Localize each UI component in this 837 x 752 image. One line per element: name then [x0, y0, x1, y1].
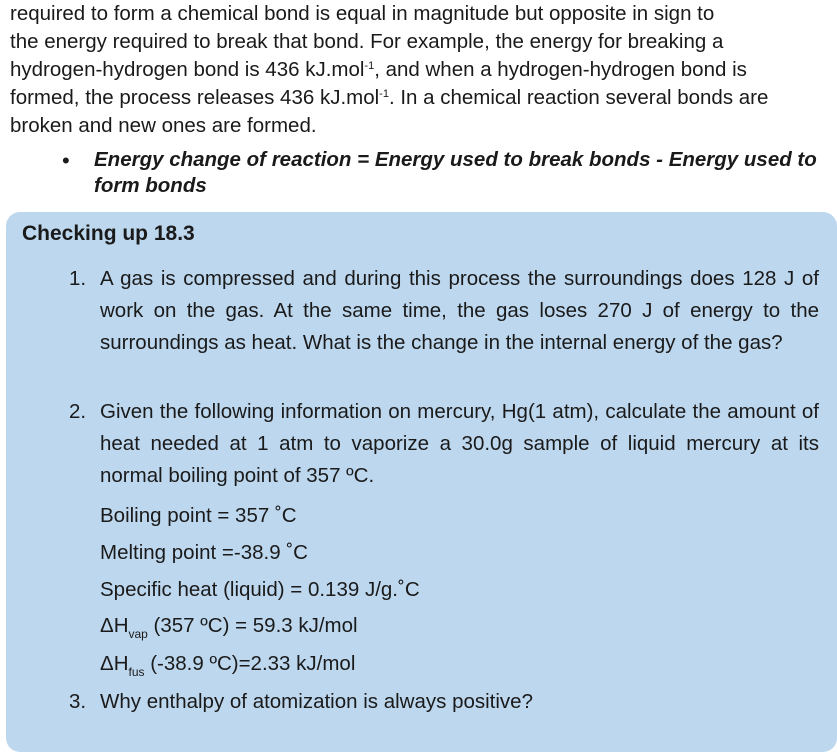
- superscript: -1: [379, 88, 389, 100]
- subscript: vap: [128, 627, 148, 641]
- melting-point: Melting point =-38.9 ˚C: [100, 541, 308, 564]
- question-text: A gas is compressed and during this process the surroundings does 128 J of work on the gas. At the same time, the gas loses 270 J of energy to the surroundings as heat. What is the change in the internal energy of the gas?: [100, 267, 819, 354]
- question-2: [70, 396, 819, 492]
- intro-text: , and when a hydrogen-hydrogen bond is: [374, 58, 747, 81]
- specific-heat: Specific heat (liquid) = 0.139 J/g.˚C: [100, 578, 420, 601]
- boiling-point: Boiling point = 357 ˚C: [100, 504, 297, 527]
- intro-paragraph: [10, 0, 832, 140]
- question-text: Why enthalpy of atomization is always positive?: [100, 690, 533, 713]
- question-number: 1.: [69, 267, 87, 290]
- delta-h-vap: [100, 612, 358, 648]
- intro-text: formed, the process releases 436 kJ.mol: [10, 86, 380, 109]
- superscript: -1: [364, 60, 375, 72]
- bullet-text: Energy change of reaction = Energy used to break bonds - Energy used to form bonds: [94, 148, 817, 197]
- delta-h-value: (-38.9 ºC)=2.33 kJ/mol: [144, 652, 356, 675]
- delta-h-value: (357 ºC) = 59.3 kJ/mol: [147, 614, 358, 637]
- delta-h-symbol: ΔH: [100, 652, 129, 675]
- delta-h-symbol: ΔH: [100, 614, 129, 637]
- bullet-point: [62, 147, 837, 199]
- intro-line: required to form a chemical bond is equal in magnitude but opposite in sign to: [10, 2, 715, 25]
- question-3: [70, 686, 819, 718]
- intro-text: . In a chemical reaction several bonds are: [388, 86, 769, 109]
- question-number: 2.: [69, 400, 87, 423]
- box-title: Checking up 18.3: [22, 222, 195, 245]
- intro-line: the energy required to break that bond. For example, the energy for breaking a: [10, 30, 724, 53]
- question-text: Given the following information on mercury, Hg(1 atm), calculate the amount of heat needed at 1 atm to vaporize a 30.0g sample of liquid mercury at its normal boiling point of 357 ºC.: [100, 400, 819, 487]
- delta-h-fus: [100, 650, 355, 686]
- subscript: fus: [128, 665, 145, 679]
- intro-line: [10, 56, 832, 84]
- question-number: 3.: [69, 690, 87, 713]
- question-1: [70, 263, 819, 359]
- intro-line: [10, 84, 832, 112]
- bullet-icon: •: [62, 148, 70, 173]
- intro-line: broken and new ones are formed.: [10, 114, 317, 137]
- intro-text: hydrogen-hydrogen bond is 436 kJ.mol: [10, 58, 365, 81]
